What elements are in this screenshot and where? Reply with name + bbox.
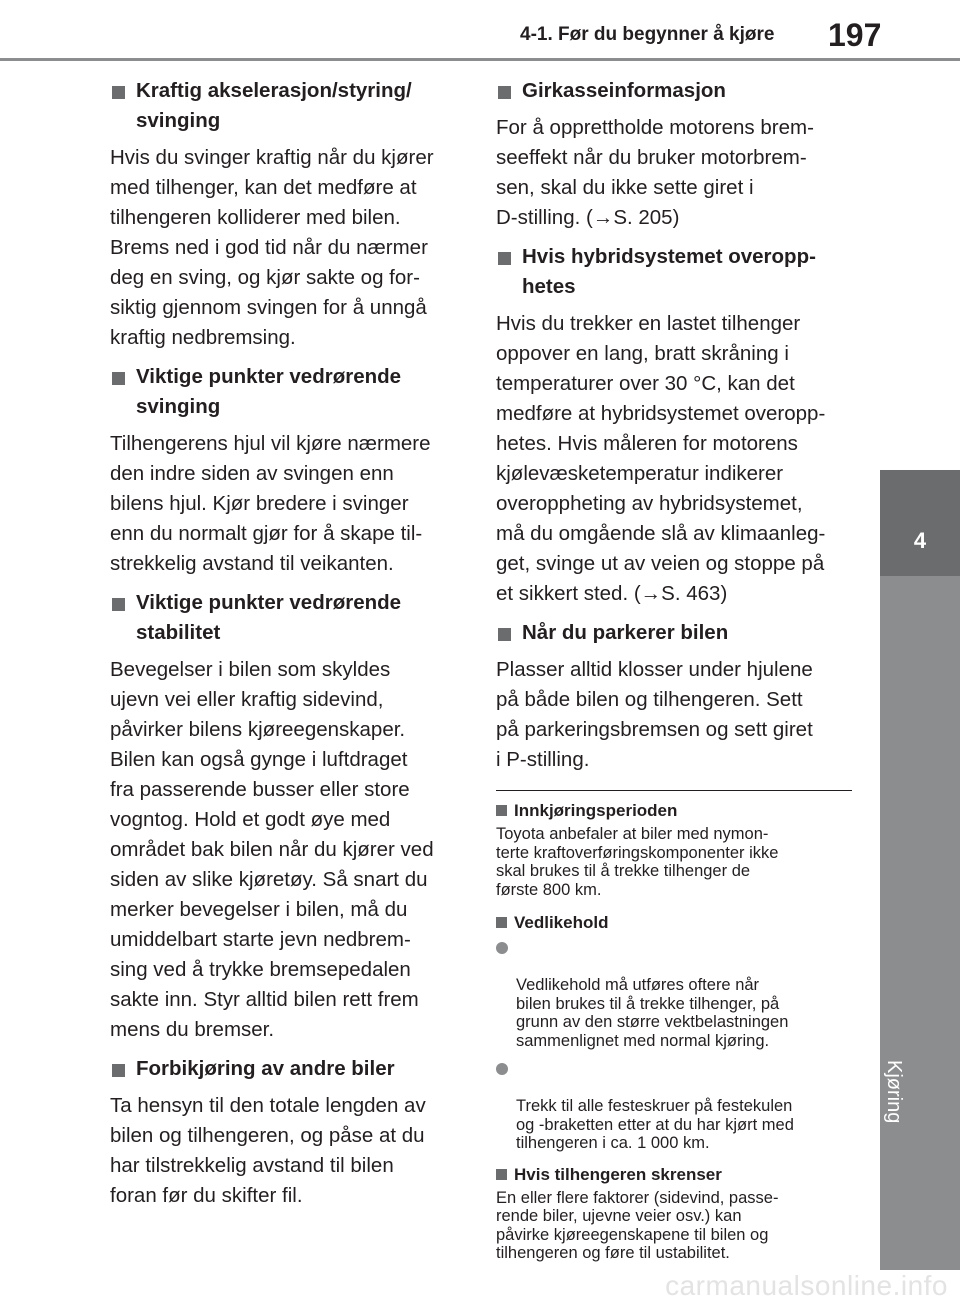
- section-title: 4-1. Før du begynner å kjøre: [520, 24, 775, 45]
- heading-label: Girkasseinformasjon: [522, 79, 726, 102]
- section-parking: [496, 618, 852, 775]
- section-text: Bevegelser i bilen som skyldes ujevn vei eller kraftig sidevind, påvirker bilens kjøreegenskaper. Bilen kan også gynge i luftdraget fra passerende busser eller store vogntog. Hold et godt øye med området bak bilen når du kjører ved siden av slike kjøretøy. Så snart du merker bevegelser i bilen, må du umiddelbart starte jevn nedbrem- sing ved å trykke bremsepedalen sakte inn. Styr alltid bilen rett frem mens du bremser.: [110, 658, 434, 1041]
- note-heading-sway: Hvis tilhengeren skrenser: [496, 1163, 852, 1187]
- heading-label: Kraftig akselerasjon/styring/ svinging: [136, 79, 412, 132]
- chapter-number: 4: [913, 528, 927, 553]
- note-heading-maintenance: Vedlikehold: [496, 911, 852, 935]
- heading-label: Viktige punkter vedrørende svinging: [136, 365, 402, 418]
- chapter-number-box: [880, 470, 960, 576]
- header-rule: [0, 58, 960, 61]
- page-header: [0, 0, 960, 62]
- section-heading: [110, 1054, 462, 1084]
- section-turning: [110, 362, 462, 579]
- heading-label: Forbikjøring av andre biler: [136, 1057, 395, 1080]
- note-text-sway: En eller flere faktorer (sidevind, passe- rende biler, ujevne veier osv.) kan påvirke kjøreegenskapene til bilen og tilhengeren og føre til ustabilitet.: [496, 1188, 779, 1262]
- heading-label: Viktige punkter vedrørende stabilitet: [136, 591, 402, 644]
- bullet-text: Trekk til alle festeskruer på festekulen og -braketten etter at du har kjørt med tilhengeren i ca. 1 000 km.: [516, 1097, 794, 1152]
- page-number: 197: [828, 17, 882, 53]
- section-heading: [110, 588, 462, 648]
- notes-box: [496, 790, 852, 1275]
- section-stability: [110, 588, 462, 1045]
- section-heading: [110, 76, 462, 136]
- chapter-side-tab: [880, 470, 960, 1270]
- section-heading: [496, 242, 852, 302]
- section-hybrid-overheat: [496, 242, 852, 609]
- section-heading: [496, 76, 852, 106]
- heading-label: Hvis hybridsystemet overopp- hetes: [522, 245, 816, 298]
- note-text-running-in: Toyota anbefaler at biler med nymon- terte kraftoverføringskomponenter ikke skal brukes til å trekke tilhenger de første 800 km.: [496, 825, 779, 899]
- section-text: Hvis du trekker en lastet tilhenger oppover en lang, bratt skråning i temperaturer over 30 °C, kan det medføre at hybridsystemet overopp- hetes. Hvis måleren for motorens kjølevæsketemperatur indikerer overoppheting av hybridsystemet, må du omgående slå av klimaanleg- get, svinge ut av veien og stoppe på et sikkert sted. (→S. 463): [496, 312, 826, 605]
- left-column: [110, 68, 462, 1220]
- section-text: Tilhengerens hjul vil kjøre nærmere den indre siden av svingen enn bilens hjul. Kjør bredere i svinger enn du normalt gjør for å skape til- strekkelig avstand til veikanten.: [110, 432, 431, 575]
- section-heading: [496, 618, 852, 648]
- heading-label: Når du parkerer bilen: [522, 621, 729, 644]
- watermark: carmanualsonline.info: [665, 1270, 948, 1301]
- maintenance-bullet: [496, 1060, 852, 1153]
- section-transmission: [496, 76, 852, 233]
- section-text: For å opprettholde motorens brem- seeffekt når du bruker motorbrem- sen, skal du ikke sette giret i D-stilling. (→S. 205): [496, 116, 814, 229]
- right-column: [496, 68, 852, 784]
- section-text: Ta hensyn til den totale lengden av bilen og tilhengeren, og påse at du har tilstrekkelig avstand til bilen foran før du skifter fil.: [110, 1094, 426, 1207]
- bullet-dot-icon: [496, 942, 508, 954]
- maintenance-bullet: [496, 939, 852, 1050]
- bullet-dot-icon: [496, 1063, 508, 1075]
- section-overtaking: [110, 1054, 462, 1211]
- bullet-text: Vedlikehold må utføres oftere når bilen brukes til å trekke tilhenger, på grunn av den større vektbelastningen sammenlignet med normal kjøring.: [516, 976, 789, 1050]
- section-heading: [110, 362, 462, 422]
- section-text: Plasser alltid klosser under hjulene på både bilen og tilhengeren. Sett på parkeringsbremsen og sett giret i P-stilling.: [496, 658, 813, 771]
- section-strong-acceleration: [110, 76, 462, 353]
- section-text: Hvis du svinger kraftig når du kjører med tilhenger, kan det medføre at tilhengeren kolliderer med bilen. Brems ned i god tid når du nærmer deg en sving, og kjør sakte og for- siktig gjennom svingen for å unngå kraftig nedbremsing.: [110, 146, 434, 349]
- chapter-name: Kjøring: [883, 1060, 905, 1124]
- note-heading-running-in: Innkjøringsperioden: [496, 799, 852, 823]
